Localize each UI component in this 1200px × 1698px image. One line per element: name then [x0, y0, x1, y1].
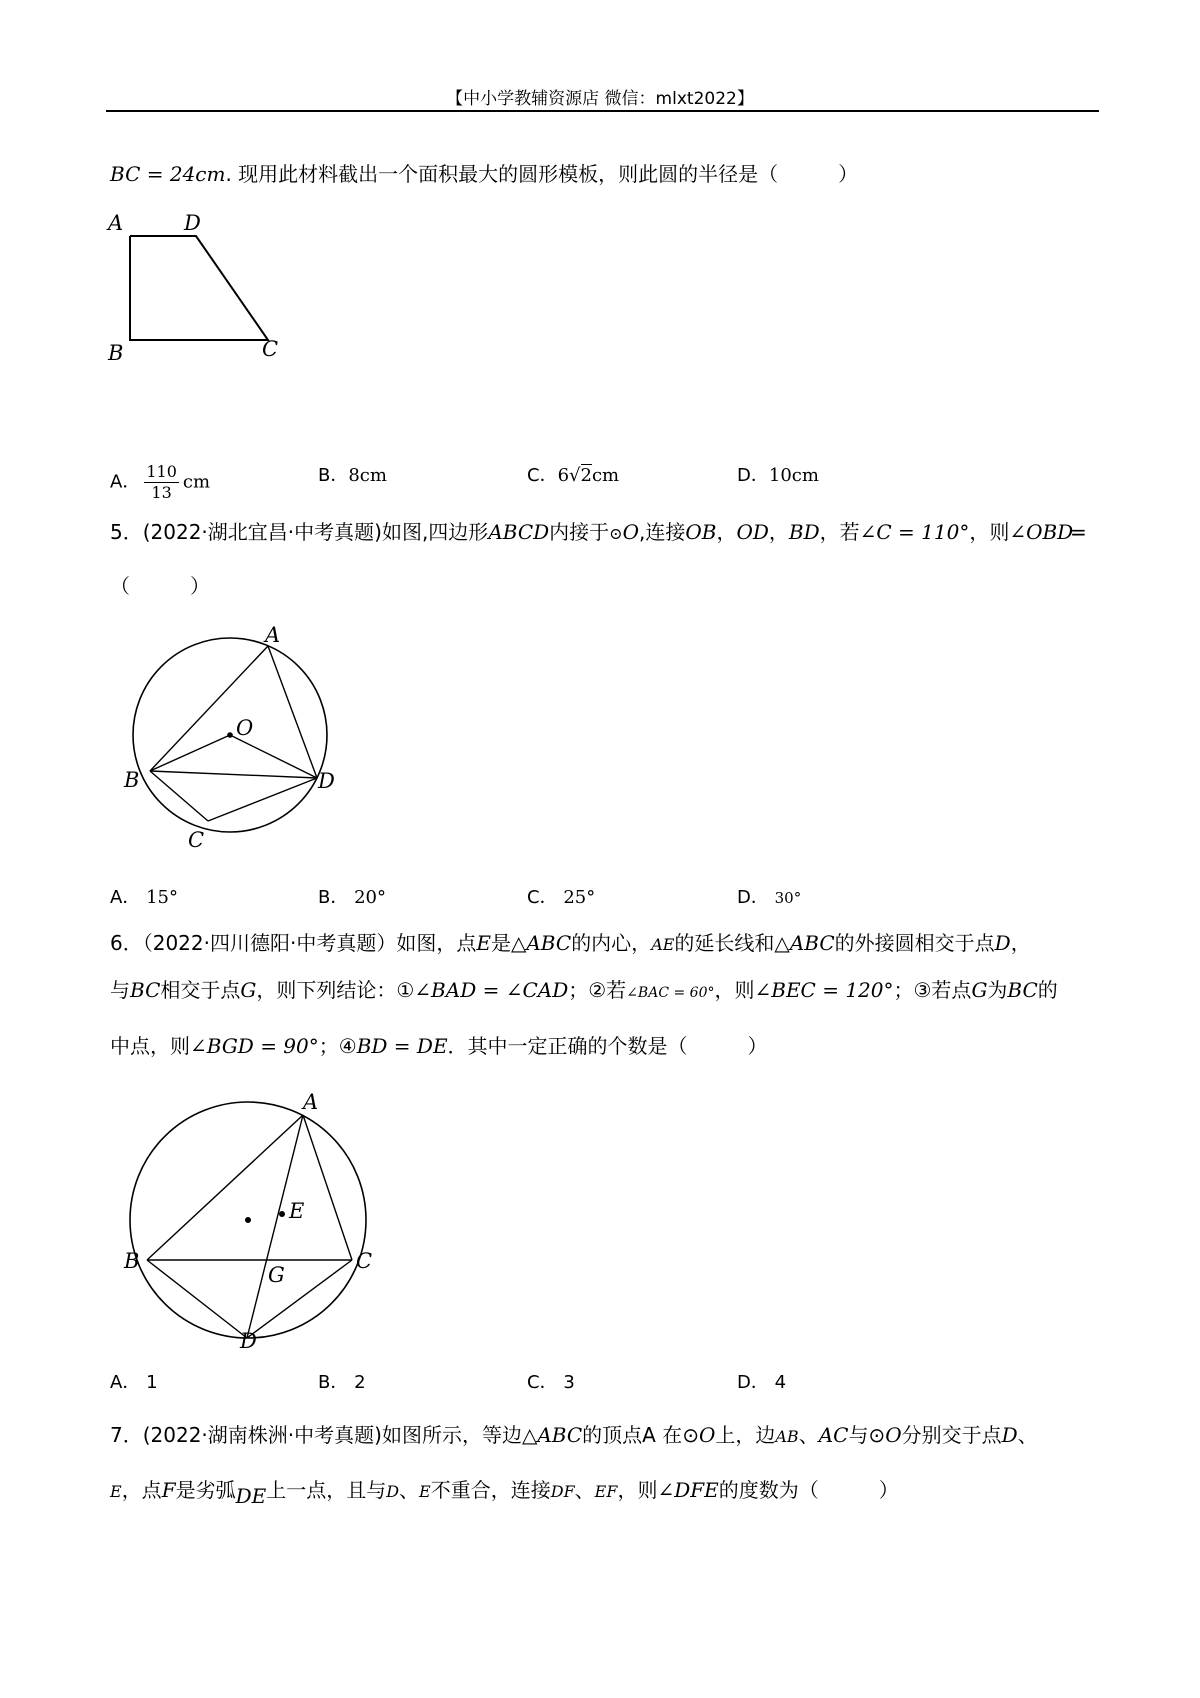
- q6-label-b: B: [124, 1249, 140, 1273]
- q6-segments: [147, 1115, 352, 1338]
- q4-label-c: C: [262, 337, 279, 361]
- q6-l2-b: 相交于点: [160, 978, 241, 1002]
- q5-answer-paren: （ ）: [110, 574, 210, 598]
- q7-o-2: O: [885, 1423, 902, 1447]
- q6-label-g: G: [268, 1263, 285, 1287]
- q5-segment-ab: [150, 646, 268, 771]
- q6-conclusion-2a: ∠BAC = 60°: [626, 985, 715, 1001]
- q5-segment-bd: [150, 771, 317, 778]
- q6-option-a[interactable]: [110, 1369, 158, 1397]
- q5-stem-2: 内接于: [549, 520, 610, 544]
- q5-option-c-value: 25°: [563, 887, 596, 908]
- q7-l2-e: 不重合，连接: [430, 1478, 551, 1502]
- q4-option-c[interactable]: [527, 462, 619, 490]
- q6-l2-g: 为: [987, 978, 1008, 1002]
- q6-label-d: D: [240, 1329, 257, 1352]
- q7-arc-de: DE: [235, 1484, 267, 1508]
- q7-point-e: E: [110, 1482, 122, 1501]
- q7-point-d: D: [1001, 1423, 1018, 1447]
- q5-option-a-value: 15°: [146, 887, 178, 908]
- q7-l1-f: 分别交于点: [901, 1423, 1002, 1447]
- q6-l1-b: 是: [490, 931, 511, 955]
- q5-circle-figure: [120, 625, 360, 855]
- q4-option-a-denominator: 13: [151, 483, 172, 502]
- q5-angle-obd: ∠OBD: [1009, 520, 1074, 544]
- q5-stem-5: ，则: [969, 520, 1010, 544]
- q5-stem-4: ，若: [819, 520, 860, 544]
- q6-triangle-icon-1: △: [510, 931, 527, 955]
- q6-segment-ab: [147, 1115, 303, 1260]
- q7-source: (2022·湖南株洲·中考真题): [142, 1423, 382, 1447]
- q6-l1-c: 的内心，: [571, 931, 652, 955]
- q6-option-c[interactable]: [527, 1369, 575, 1397]
- q6-label-a: A: [303, 1092, 319, 1114]
- q6-l2-f: ；③若点: [893, 978, 972, 1002]
- q5-option-d[interactable]: [737, 884, 801, 912]
- q6-l3-c: ．其中一定正确的个数是（ ）: [447, 1034, 768, 1058]
- q5-stem-1: 如图,四边形: [381, 520, 489, 544]
- q7-l1-b: 的顶点A 在⊙: [582, 1423, 699, 1447]
- q4-option-c-unit: cm: [591, 465, 620, 486]
- q6-l1-f: ，: [1010, 931, 1031, 955]
- q5-angle-c: ∠C = 110°: [859, 520, 970, 544]
- q6-option-c-label: C．: [527, 1372, 558, 1393]
- q7-ab: AB: [775, 1427, 799, 1446]
- q5-option-d-value: 30°: [774, 889, 802, 907]
- q7-l1-d: 、: [798, 1423, 819, 1447]
- q5-comma-2: ，: [768, 520, 789, 544]
- q6-option-d-value: 4: [774, 1372, 787, 1393]
- q6-ae: AE: [651, 935, 675, 954]
- q4-option-c-label: C．: [527, 465, 558, 486]
- q6-conclusion-1: ∠BAD = ∠CAD: [414, 978, 569, 1002]
- q5-label-d: D: [318, 769, 335, 793]
- q5-od: OD: [736, 520, 769, 544]
- q6-option-a-label: A．: [110, 1372, 141, 1393]
- q6-l2-h: 的: [1037, 978, 1058, 1002]
- q5-segment-bc: [150, 771, 208, 821]
- q6-label-e: E: [289, 1199, 305, 1223]
- q5-ob: OB: [685, 520, 717, 544]
- q5-stem-line1: [110, 518, 1073, 548]
- q6-point-g: G: [240, 978, 257, 1002]
- q5-option-b-label: B．: [318, 887, 349, 908]
- q6-bc: BC: [130, 978, 161, 1002]
- q4-option-d-value: 10cm: [768, 465, 819, 486]
- q4-bc-equation: BC = 24cm: [110, 162, 226, 186]
- q6-segment-ac: [303, 1115, 352, 1260]
- q5-number: 5．: [110, 520, 143, 544]
- q5-bd: BD: [788, 520, 820, 544]
- q4-option-d-label: D．: [737, 465, 769, 486]
- q4-option-a[interactable]: [110, 462, 210, 503]
- q4-stem: [110, 160, 858, 188]
- q6-abc-1: ABC: [526, 931, 572, 955]
- q5-label-b: B: [124, 768, 140, 792]
- q7-point-e-2: E: [419, 1482, 431, 1501]
- q4-option-a-unit: cm: [182, 471, 211, 493]
- q5-segment-ad: [268, 646, 317, 778]
- q6-stem-line3: [110, 1032, 768, 1060]
- q5-option-c[interactable]: [527, 884, 595, 912]
- q5-segment-ob: [150, 735, 230, 771]
- q6-stem-line1: [110, 929, 1031, 959]
- q6-conclusion-3: ∠BGD = 90°: [190, 1034, 319, 1058]
- q6-option-b-label: B．: [318, 1372, 349, 1393]
- q7-abc: ABC: [537, 1423, 583, 1447]
- q4-trapezoid-outline: [130, 236, 268, 340]
- q4-option-a-fraction: [144, 462, 179, 503]
- q5-equals: =: [1070, 520, 1087, 544]
- q6-l2-c: ，则下列结论：①: [256, 978, 415, 1002]
- q7-angle-dfe: ∠DFE: [657, 1478, 719, 1502]
- q4-option-c-radical: √2: [569, 465, 592, 486]
- q4-trapezoid-figure: [100, 200, 320, 400]
- q5-option-a[interactable]: [110, 884, 178, 912]
- q6-option-b[interactable]: [318, 1369, 366, 1397]
- q7-l2-d: 、: [399, 1478, 420, 1502]
- q5-center-dot: [227, 732, 233, 738]
- q4-label-b: B: [108, 341, 124, 365]
- q6-l2-d: ；②若: [568, 978, 627, 1002]
- q6-source: （2022·四川德阳·中考真题）: [142, 931, 397, 955]
- q7-l2-h: 的度数为（ ）: [718, 1478, 899, 1502]
- q7-l2-f: 、: [574, 1478, 595, 1502]
- q6-segment-ad: [247, 1115, 303, 1338]
- q7-l1-e: 与⊙: [848, 1423, 886, 1447]
- q6-option-b-value: 2: [354, 1372, 366, 1393]
- q7-stem-line2: [110, 1476, 899, 1506]
- q7-l1-g: 、: [1017, 1423, 1038, 1447]
- q6-l3-a: 中点，则: [110, 1034, 190, 1058]
- q7-df: DF: [550, 1482, 575, 1501]
- q5-option-b[interactable]: [318, 884, 386, 912]
- q5-label-a: A: [265, 625, 281, 647]
- q6-bc-2: BC: [1007, 978, 1038, 1002]
- q6-number: 6．: [110, 931, 143, 955]
- q6-option-c-value: 3: [563, 1372, 575, 1393]
- q6-conclusion-2b: ∠BEC = 120°: [754, 978, 894, 1002]
- q7-l1-c: 上，边: [715, 1423, 776, 1447]
- q4-label-a: A: [108, 211, 124, 235]
- q6-circle-figure: [120, 1092, 380, 1352]
- q7-l1-a: 如图所示，等边: [381, 1423, 522, 1447]
- q4-option-b[interactable]: [318, 462, 387, 490]
- q7-l2-b: 是劣弧: [175, 1478, 236, 1502]
- q7-ef: EF: [594, 1482, 618, 1501]
- q4-option-c-coefficient: 6: [557, 465, 570, 486]
- q6-option-a-value: 1: [146, 1372, 158, 1393]
- q7-triangle-icon: △: [521, 1423, 538, 1447]
- q5-option-c-label: C．: [527, 887, 558, 908]
- q6-point-g-2: G: [971, 978, 988, 1002]
- q6-l1-a: 如图，点: [396, 931, 477, 955]
- q6-l3-b: ；④: [318, 1034, 357, 1058]
- q5-abcd: ABCD: [488, 520, 550, 544]
- q7-point-f: F: [161, 1478, 176, 1502]
- q5-source: (2022·湖北宜昌·中考真题): [142, 520, 382, 544]
- q4-label-d: D: [184, 211, 201, 235]
- q6-option-d-label: D．: [737, 1372, 769, 1393]
- q4-stem-text: . 现用此材料截出一个面积最大的圆形模板，则此圆的半径是（ ）: [225, 162, 859, 186]
- q5-label-c: C: [188, 828, 205, 852]
- q7-l2-c: 上一点，且与: [266, 1478, 387, 1502]
- q6-incenter-dot: [279, 1211, 285, 1217]
- q6-point-d: D: [994, 931, 1011, 955]
- q5-option-b-value: 20°: [354, 887, 386, 908]
- q5-segments: [150, 646, 317, 821]
- q4-option-a-numerator: 110: [146, 462, 177, 481]
- q7-point-d-2: D: [386, 1482, 400, 1501]
- q6-l1-d: 的延长线和: [674, 931, 775, 955]
- q5-option-d-label: D．: [737, 887, 769, 908]
- q4-option-a-label: A．: [110, 471, 141, 493]
- q5-comma-1: ，: [716, 520, 737, 544]
- q5-segment-cd: [208, 778, 317, 821]
- q5-circle-o: O: [622, 520, 639, 544]
- q5-circle-icon: ⊙: [609, 524, 623, 543]
- q6-l2-e: ，则: [714, 978, 755, 1002]
- q6-center-dot: [245, 1217, 251, 1223]
- q6-stem-line2: [110, 976, 1058, 1007]
- q7-l2-a: ，点: [121, 1478, 162, 1502]
- q7-o-1: O: [698, 1423, 716, 1447]
- q6-label-c: C: [356, 1249, 373, 1273]
- header-rule: [106, 110, 1099, 112]
- q6-conclusion-4: BD = DE: [356, 1034, 448, 1058]
- q7-ac: AC: [818, 1423, 849, 1447]
- q7-stem-line1: [110, 1421, 1038, 1451]
- q4-option-d[interactable]: [737, 462, 819, 490]
- q5-stem-3: ,连接: [638, 520, 686, 544]
- q4-option-c-radicand: 2: [580, 465, 592, 486]
- q5-option-a-label: A．: [110, 887, 141, 908]
- page-header: 【中小学教辅资源店 微信：mlxt2022】: [446, 89, 754, 109]
- q6-option-d[interactable]: [737, 1369, 786, 1397]
- q4-option-b-value: 8cm: [348, 465, 387, 486]
- q5-label-o: O: [236, 716, 254, 740]
- q6-triangle-icon-2: △: [774, 931, 790, 955]
- q7-number: 7．: [110, 1423, 143, 1447]
- q6-l2-a: 与: [110, 978, 130, 1002]
- q6-abc-2: ABC: [789, 931, 835, 955]
- q7-l2-g: ，则: [617, 1478, 658, 1502]
- q6-l1-e: 的外接圆相交于点: [834, 931, 995, 955]
- q6-point-e: E: [476, 931, 491, 955]
- q4-option-b-label: B．: [318, 465, 349, 486]
